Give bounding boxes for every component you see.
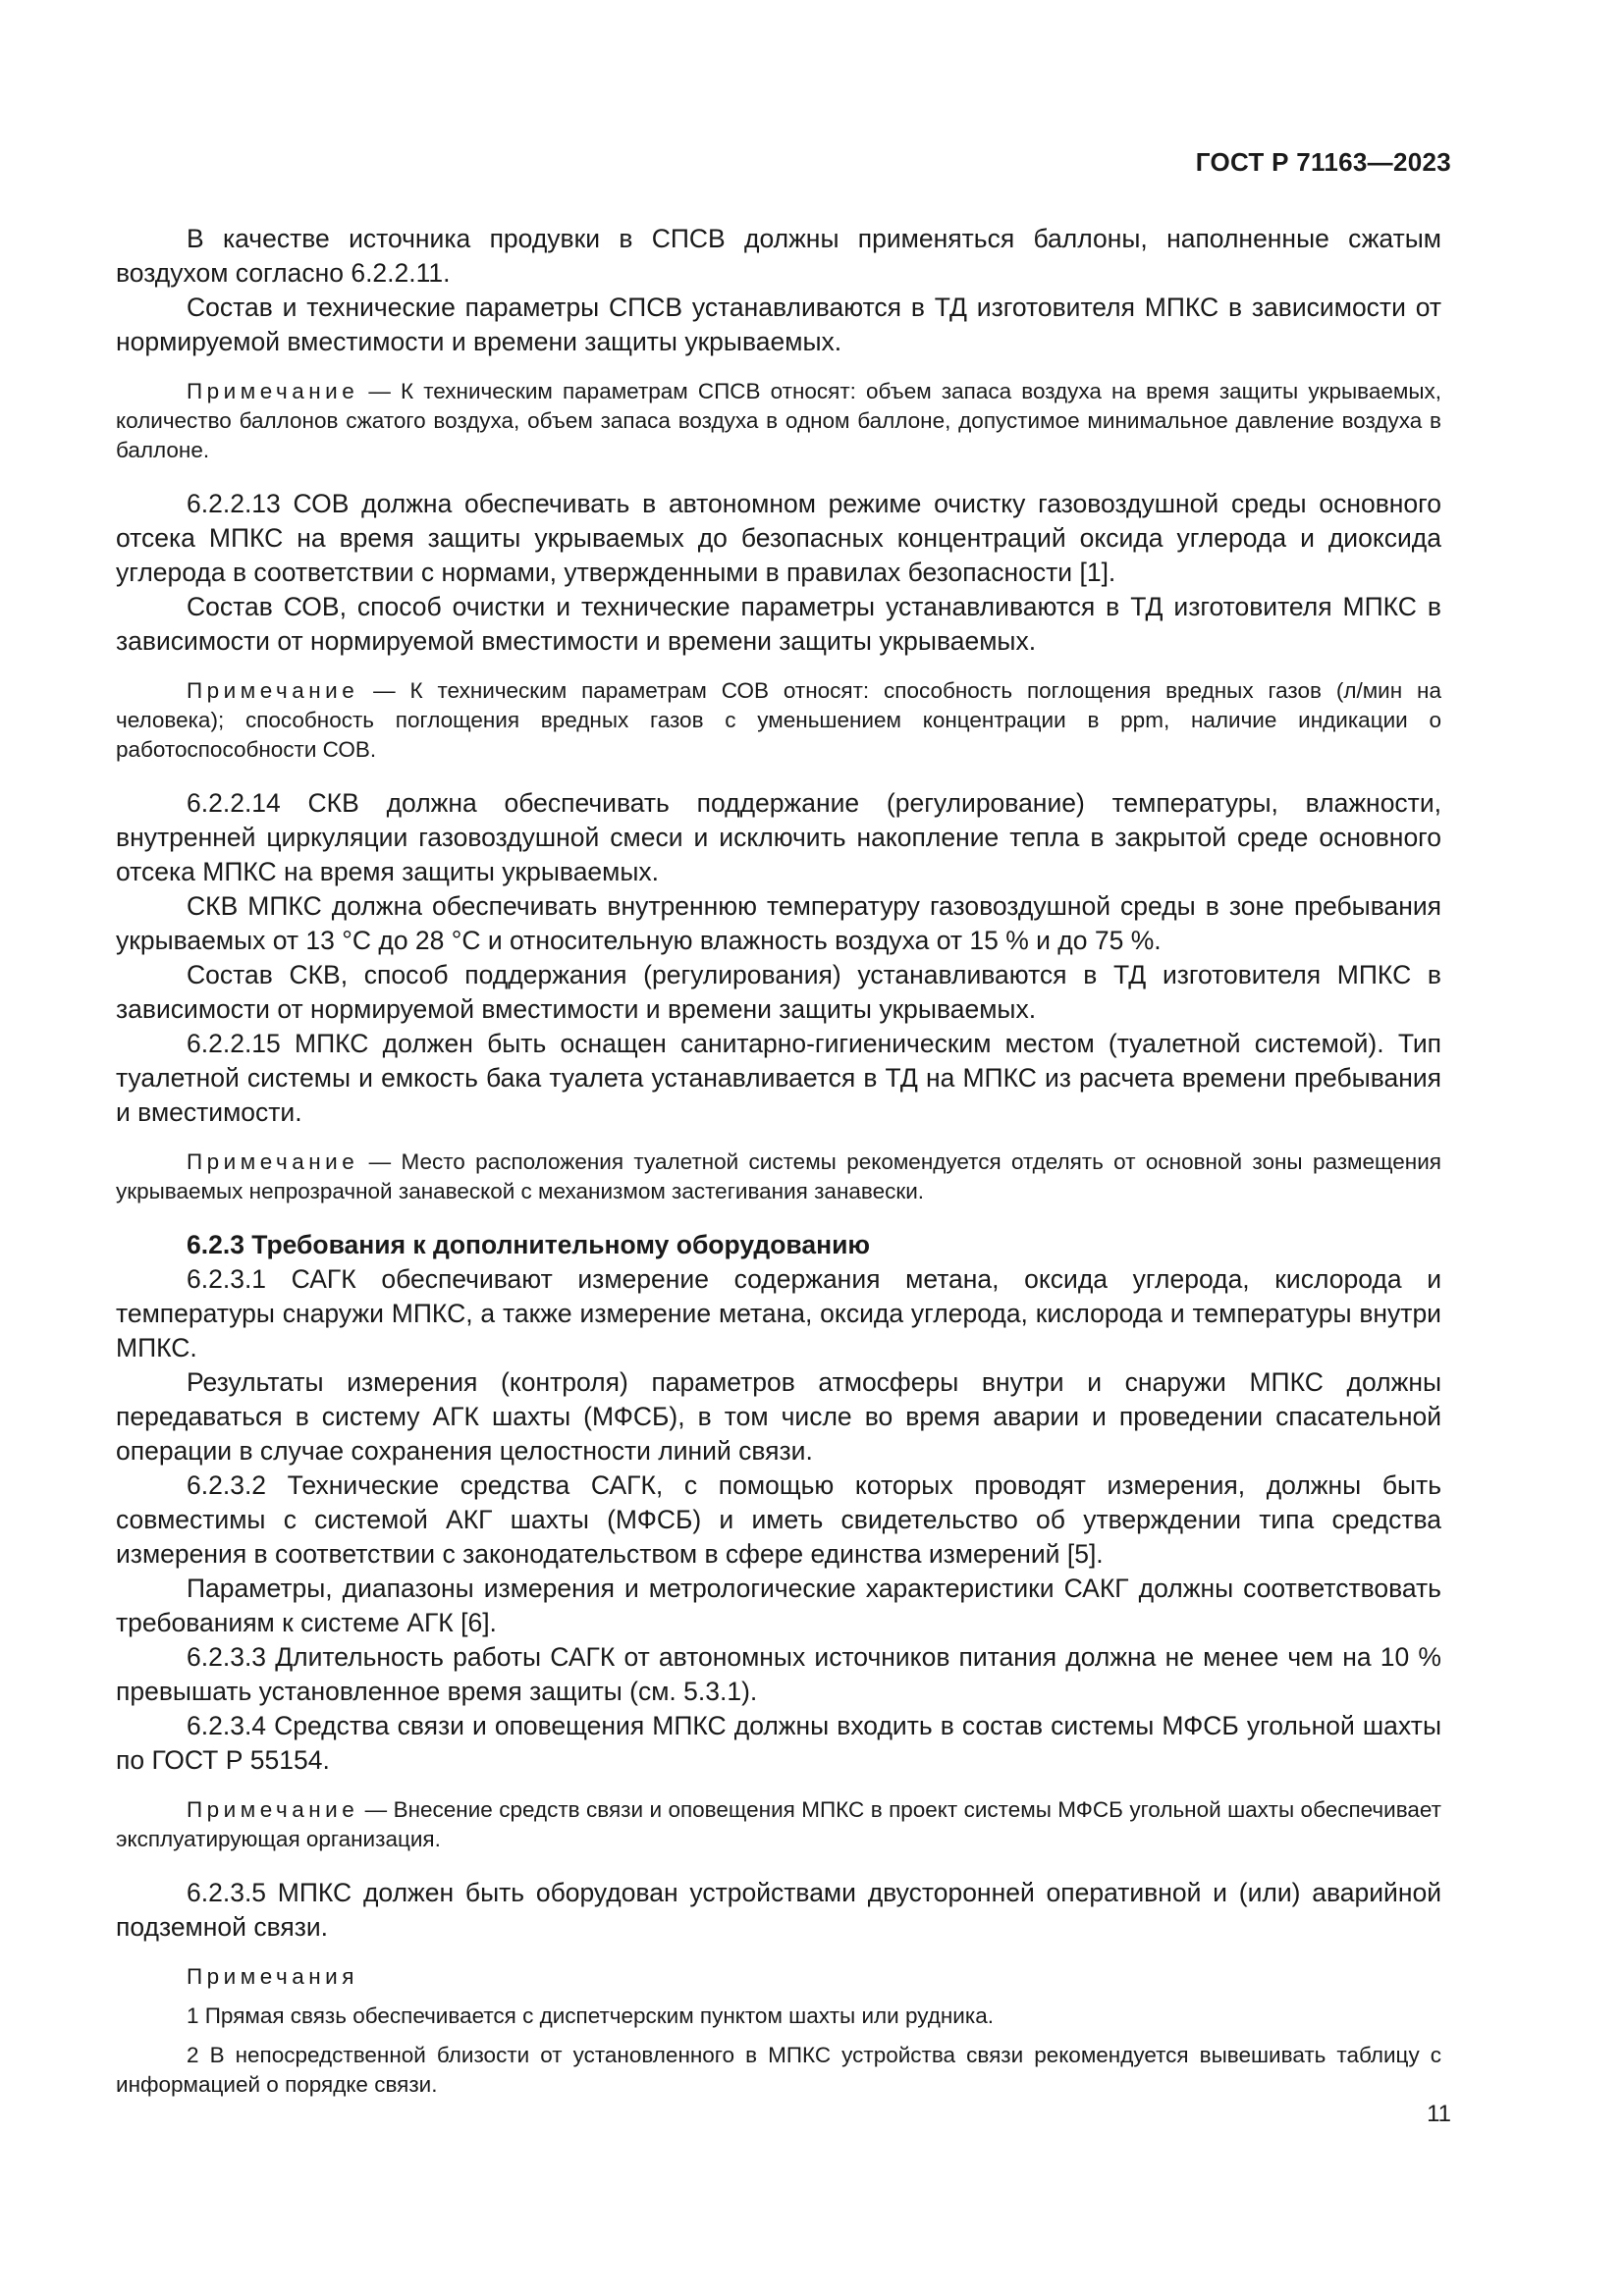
note-label: Примечание [187,379,359,403]
note-label: Примечание [187,678,359,703]
note-text: — К техническим параметрам СПСВ относят: объем запаса воздуха на время защиты укрываемых, количество баллонов сжатого воздуха, объем запаса воздуха в одном баллоне, допустимое минимальное давление воздуха в баллоне. [116,379,1441,462]
paragraph: 6.2.3.2 Технические средства САГК, с помощью которых проводят измерения, должны быть совместимы с системой АКГ шахты (МФСБ) и иметь свидетельство об утверждении типа средства измерения в соответствии с законодательством в сфере единства измерений [5]. [116,1470,1441,1569]
document-body [116,222,1441,2109]
notes-title: Примечания [187,1964,358,1989]
note [116,1148,1441,1206]
paragraph: 6.2.2.15 МПКС должен быть оснащен санитарно-гигиеническим местом (туалетной системой). Тип туалетной системы и емкость бака туалета устанавливается в ТД на МПКС из расчета времени пребывания и вместимости. [116,1029,1441,1127]
note-label: Примечание [187,1797,359,1822]
note-text: — К техническим параметрам СОВ относят: способность поглощения вредных газов (л/мин на человека); способность поглощения вредных газов с уменьшением концентрации в ppm, наличие индикации о работоспособности СОВ. [116,678,1441,762]
note-text: — Место расположения туалетной системы рекомендуется отделять от основной зоны размещения укрываемых непрозрачной занавеской с механизмом застегивания занавески. [116,1149,1441,1203]
paragraph: 6.2.3.4 Средства связи и оповещения МПКС должны входить в состав системы МФСБ угольной шахты по ГОСТ Р 55154. [116,1711,1441,1775]
note-text: — Внесение средств связи и оповещения МПКС в проект системы МФСБ угольной шахты обеспечивает эксплуатирующая организация. [116,1797,1441,1851]
note-label: Примечание [187,1149,359,1174]
paragraph: 6.2.2.14 СКВ должна обеспечивать поддержание (регулирование) температуры, влажности, внутренней циркуляции газовоздушной смеси и исключить накопление тепла в закрытой среде основного отсека МПКС на время защиты укрываемых. [116,788,1441,886]
note [116,377,1441,465]
paragraph: Состав и технические параметры СПСВ устанавливаются в ТД изготовителя МПКС в зависимости от нормируемой вместимости и времени защиты укрываемых. [116,293,1441,356]
section-heading: 6.2.3 Требования к дополнительному оборудованию [187,1230,871,1259]
paragraph: Состав СОВ, способ очистки и технические параметры устанавливаются в ТД изготовителя МПКС в зависимости от нормируемой вместимости и времени защиты укрываемых. [116,592,1441,656]
paragraph: 6.2.3.3 Длительность работы САГК от автономных источников питания должна не менее чем на 10 % превышать установленное время защиты (см. 5.3.1). [116,1642,1441,1706]
paragraph: 6.2.3.5 МПКС должен быть оборудован устройствами двусторонней оперативной и (или) аварийной подземной связи. [116,1878,1441,1942]
note-item: 2 В непосредственной близости от установленного в МПКС устройства связи рекомендуется вывешивать таблицу с информацией о порядке связи. [116,2043,1441,2097]
paragraph: СКВ МПКС должна обеспечивать внутреннюю температуру газовоздушной среды в зоне пребывания укрываемых от 13 °С до 28 °С и относительную влажность воздуха от 15 % и до 75 %. [116,891,1441,955]
paragraph: В качестве источника продувки в СПСВ должны применяться баллоны, наполненные сжатым воздухом согласно 6.2.2.11. [116,224,1441,288]
page-number: 11 [1427,2101,1451,2127]
paragraph: 6.2.3.1 САГК обеспечивают измерение содержания метана, оксида углерода, кислорода и температуры снаружи МПКС, а также измерение метана, оксида углерода, кислорода и температуры внутри МПКС. [116,1264,1441,1362]
paragraph: Параметры, диапазоны измерения и метрологические характеристики САКГ должны соответствовать требованиям к системе АГК [6]. [116,1574,1441,1637]
paragraph: Результаты измерения (контроля) параметров атмосферы внутри и снаружи МПКС должны передаваться в систему АГК шахты (МФСБ), в том числе во время аварии и проведении спасательной операции в случае сохранения целостности линий связи. [116,1367,1441,1466]
note [116,676,1441,765]
note [116,1795,1441,1854]
paragraph: 6.2.2.13 СОВ должна обеспечивать в автономном режиме очистку газовоздушной среды основного отсека МПКС на время защиты укрываемых до безопасных концентраций оксида углерода и диоксида углерода в соответствии с нормами, утвержденными в правилах безопасности [1]. [116,489,1441,587]
paragraph: Состав СКВ, способ поддержания (регулирования) устанавливаются в ТД изготовителя МПКС в зависимости от нормируемой вместимости и времени защиты укрываемых. [116,960,1441,1024]
note-item: 1 Прямая связь обеспечивается с диспетчерским пунктом шахты или рудника. [187,2003,994,2028]
document-id: ГОСТ Р 71163—2023 [1195,147,1451,177]
